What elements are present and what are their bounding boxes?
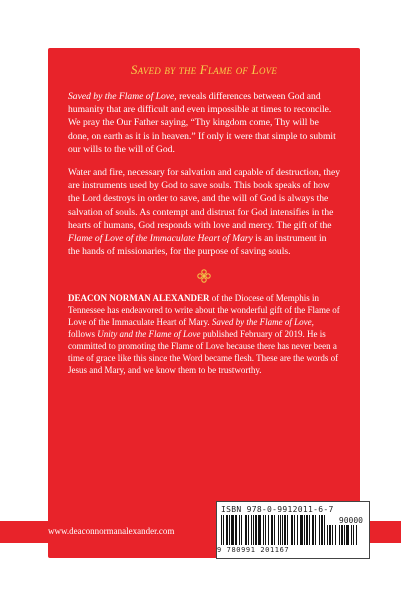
price-code: 90000	[338, 516, 363, 525]
title-italic: Saved by the Flame of Love,	[68, 91, 177, 102]
bio-text-2: follows	[68, 329, 98, 340]
isbn-label: ISBN 978-0-9912011-6-7	[221, 505, 334, 514]
flame-ornament-icon	[196, 268, 212, 284]
book-title: Saved by the Flame of Love	[130, 62, 278, 77]
barcode-addon-icon	[327, 525, 365, 547]
barcode-main-icon	[221, 515, 325, 547]
isbn-barcode-box	[216, 501, 370, 559]
paragraph-2-end: is an instrument in the hands of missionaries, for the purpose of saving souls.	[68, 233, 327, 258]
paragraph-1-text: reveals differences between God and humanity that are difficult and even impossible at times to reconcile. We pray the Our Father saying, “Thy kingdom come, Thy will be done, on earth as it is in heaven.” If only it were that simple to submit our wills to the will of God.	[68, 91, 336, 155]
description-paragraph-1	[68, 90, 340, 156]
author-website-link[interactable]: www.deaconnormanalexander.com	[48, 526, 175, 536]
paragraph-2-italic: Flame of Love of the Immaculate Heart of Mary	[68, 233, 253, 245]
paragraph-2-text: Water and fire, necessary for salvation and capable of destruction, they are instruments used by God to save souls. This book speaks of how the Lord destroys in order to save, and the will of God is always the salvation of souls. As contempt and distrust for God intensifies in the hearts of humans, God responds with love and mercy. The gift of the	[68, 167, 341, 231]
bio-text-3: published February of 2019. He is committed to promoting the Flame of Love because there has never been a time of grace like this since the Word became flesh. These are the words of Jesus and Mary, and we know them to be trustworthy.	[68, 329, 339, 376]
author-name: DEACON NORMAN ALEXANDER	[68, 293, 210, 304]
red-text-panel	[48, 48, 360, 558]
panel-content	[68, 62, 340, 376]
author-bio	[68, 292, 340, 376]
description-paragraph-2	[68, 166, 340, 258]
barcode-digits: 9 780991 201167	[217, 546, 290, 554]
bio-text-1: of the Diocese of Memphis in Tennessee has endeavored to write about the wonderful gift of the Flame of Love of the Immaculate Heart of Mary.	[68, 293, 340, 328]
bio-italic-2: Unity and the Flame of Love	[97, 329, 201, 340]
bio-italic-1: Saved by the Flame of Love,	[211, 317, 314, 328]
